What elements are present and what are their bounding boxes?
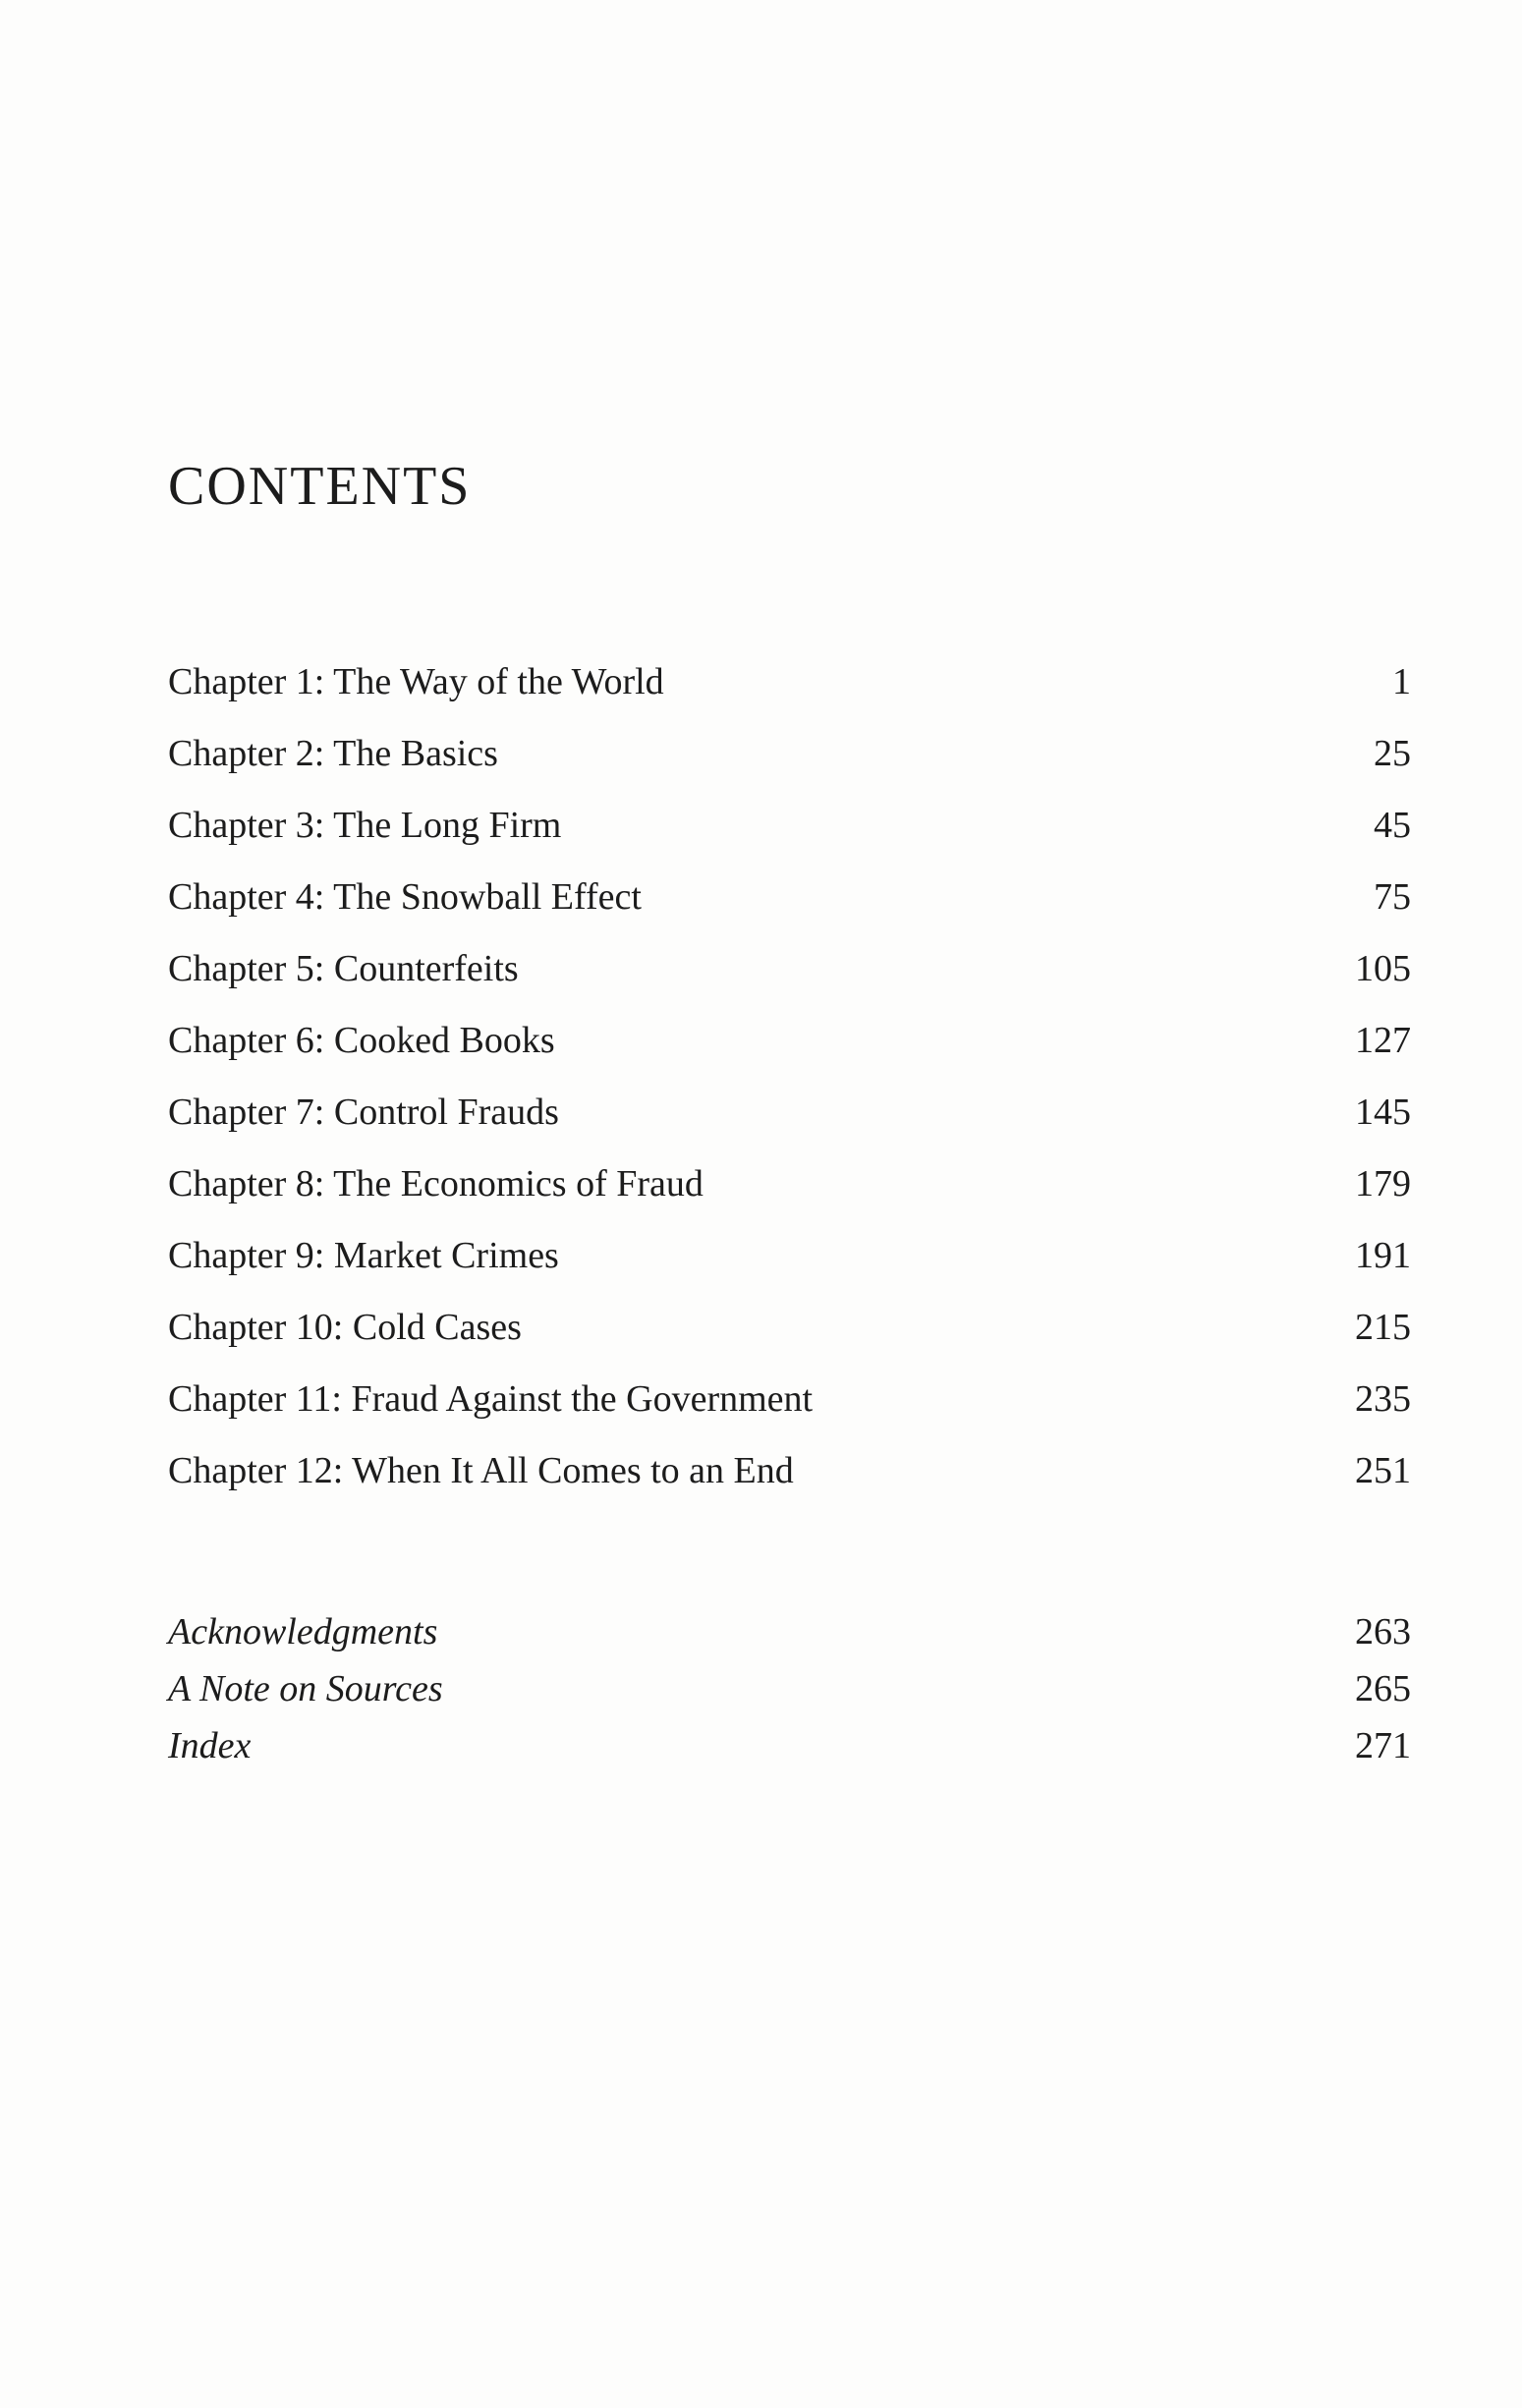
toc-entry xyxy=(168,1083,1411,1154)
back-matter-title: A Note on Sources xyxy=(168,1668,443,1709)
chapter-title: Chapter 7: Control Frauds xyxy=(168,1092,559,1133)
page-number: 127 xyxy=(1355,1020,1411,1061)
page-number: 191 xyxy=(1355,1235,1411,1276)
toc-entry xyxy=(168,939,1411,1011)
page-number: 271 xyxy=(1355,1725,1411,1766)
back-matter-list xyxy=(168,1604,1411,1775)
toc-entry xyxy=(168,868,1411,939)
page-number: 105 xyxy=(1355,948,1411,989)
toc-entry xyxy=(168,1661,1411,1718)
toc-entry xyxy=(168,1370,1411,1441)
toc-entry xyxy=(168,1298,1411,1370)
toc-entry xyxy=(168,1154,1411,1226)
toc-entry xyxy=(168,1226,1411,1298)
chapter-title: Chapter 10: Cold Cases xyxy=(168,1307,522,1348)
toc-entry xyxy=(168,1011,1411,1083)
page-number: 45 xyxy=(1374,805,1411,846)
chapter-title: Chapter 6: Cooked Books xyxy=(168,1020,555,1061)
chapter-title: Chapter 4: The Snowball Effect xyxy=(168,876,642,918)
chapter-title: Chapter 11: Fraud Against the Government xyxy=(168,1378,814,1420)
toc-entry xyxy=(168,1718,1411,1775)
toc-entry xyxy=(168,1604,1411,1661)
chapter-title: Chapter 9: Market Crimes xyxy=(168,1235,559,1276)
chapter-title: Chapter 3: The Long Firm xyxy=(168,805,562,846)
toc-entry xyxy=(168,724,1411,796)
page-number: 1 xyxy=(1392,661,1411,702)
page-number: 179 xyxy=(1355,1163,1411,1204)
chapter-list xyxy=(168,652,1411,1513)
chapter-title: Chapter 2: The Basics xyxy=(168,733,498,774)
page-number: 145 xyxy=(1355,1092,1411,1133)
back-matter-title: Index xyxy=(168,1725,252,1766)
page-number: 75 xyxy=(1374,876,1411,918)
toc-entry xyxy=(168,1441,1411,1513)
chapter-title: Chapter 8: The Economics of Fraud xyxy=(168,1163,704,1204)
toc-entry xyxy=(168,652,1411,724)
page-number: 265 xyxy=(1355,1668,1411,1709)
back-matter-title: Acknowledgments xyxy=(168,1611,438,1652)
toc-entry xyxy=(168,796,1411,868)
page-title: CONTENTS xyxy=(168,456,472,517)
page-number: 251 xyxy=(1355,1450,1411,1491)
chapter-title: Chapter 5: Counterfeits xyxy=(168,948,519,989)
page-number: 235 xyxy=(1355,1378,1411,1420)
chapter-title: Chapter 12: When It All Comes to an End xyxy=(168,1450,794,1491)
chapter-title: Chapter 1: The Way of the World xyxy=(168,661,664,702)
page-number: 263 xyxy=(1355,1611,1411,1652)
page-number: 215 xyxy=(1355,1307,1411,1348)
page-number: 25 xyxy=(1374,733,1411,774)
